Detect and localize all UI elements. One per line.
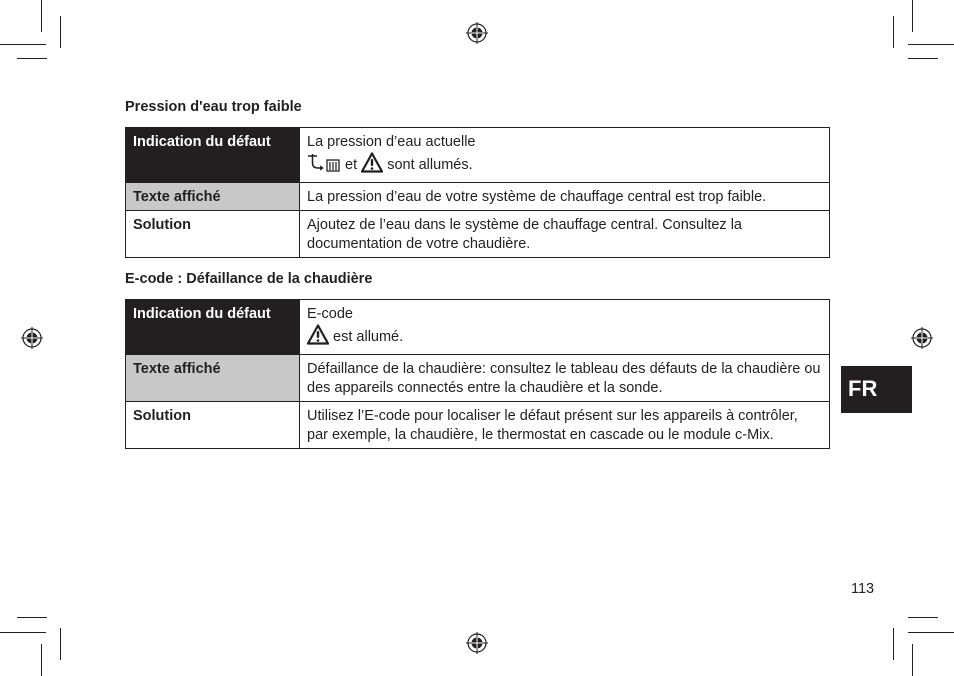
crop-mark [908, 617, 938, 618]
crop-mark [60, 628, 61, 660]
row-label-indication: Indication du défaut [126, 128, 300, 183]
registration-mark-icon [466, 22, 488, 44]
crop-mark [908, 44, 954, 45]
crop-mark [60, 16, 61, 48]
indication-suffix: sont allumés. [387, 157, 473, 173]
row-label-texte: Texte affiché [126, 183, 300, 211]
language-tab: FR [841, 366, 912, 413]
row-value-solution: Utilisez l’E-code pour localiser le défaut présent sur les appareils à contrôler, par exemple, la chaudière, le thermostat en cascade ou le module c-Mix. [300, 402, 830, 449]
row-label-texte: Texte affiché [126, 355, 300, 402]
registration-mark-icon [466, 632, 488, 654]
indication-icons-line [307, 324, 822, 351]
page-number: 113 [851, 581, 875, 597]
crop-mark [912, 644, 913, 676]
warning-triangle-icon [361, 152, 383, 179]
table-row [126, 355, 830, 402]
table-row [126, 183, 830, 211]
row-value-texte: La pression d’eau de votre système de chauffage central est trop faible. [300, 183, 830, 211]
crop-mark [893, 628, 894, 660]
row-value-texte: Défaillance de la chaudière: consultez le tableau des défauts de la chaudière ou des appareils connectés entre la chaudière et la sonde. [300, 355, 830, 402]
warning-triangle-icon [307, 324, 329, 351]
table-row [126, 402, 830, 449]
row-label-solution: Solution [126, 211, 300, 258]
row-label-indication: Indication du défaut [126, 300, 300, 355]
row-value-indication [300, 128, 830, 183]
crop-mark [17, 58, 47, 59]
registration-mark-icon [911, 327, 933, 349]
crop-mark [893, 16, 894, 48]
section-heading-water-pressure: Pression d'eau trop faible [125, 99, 302, 115]
and-word: et [345, 157, 358, 173]
crop-mark [17, 617, 47, 618]
registration-mark-icon [21, 327, 43, 349]
crop-mark [0, 632, 46, 633]
crop-mark [0, 44, 46, 45]
table-row [126, 128, 830, 183]
row-value-solution: Ajoutez de l’eau dans le système de chauffage central. Consultez la documentation de votre chaudière. [300, 211, 830, 258]
row-value-indication [300, 300, 830, 355]
indication-line: La pression d’eau actuelle [307, 134, 476, 150]
crop-mark [908, 58, 938, 59]
water-tap-icon [307, 153, 341, 179]
crop-mark [41, 644, 42, 676]
crop-mark [912, 0, 913, 32]
row-label-solution: Solution [126, 402, 300, 449]
indication-line: E-code [307, 306, 353, 322]
indication-suffix: est allumé. [333, 329, 404, 345]
indication-icons-line [307, 152, 822, 179]
fault-table-ecode [125, 299, 830, 449]
table-row [126, 211, 830, 258]
fault-table-water-pressure [125, 127, 830, 258]
section-heading-ecode: E-code : Défaillance de la chaudière [125, 271, 373, 287]
crop-mark [41, 0, 42, 32]
crop-mark [908, 632, 954, 633]
table-row [126, 300, 830, 355]
